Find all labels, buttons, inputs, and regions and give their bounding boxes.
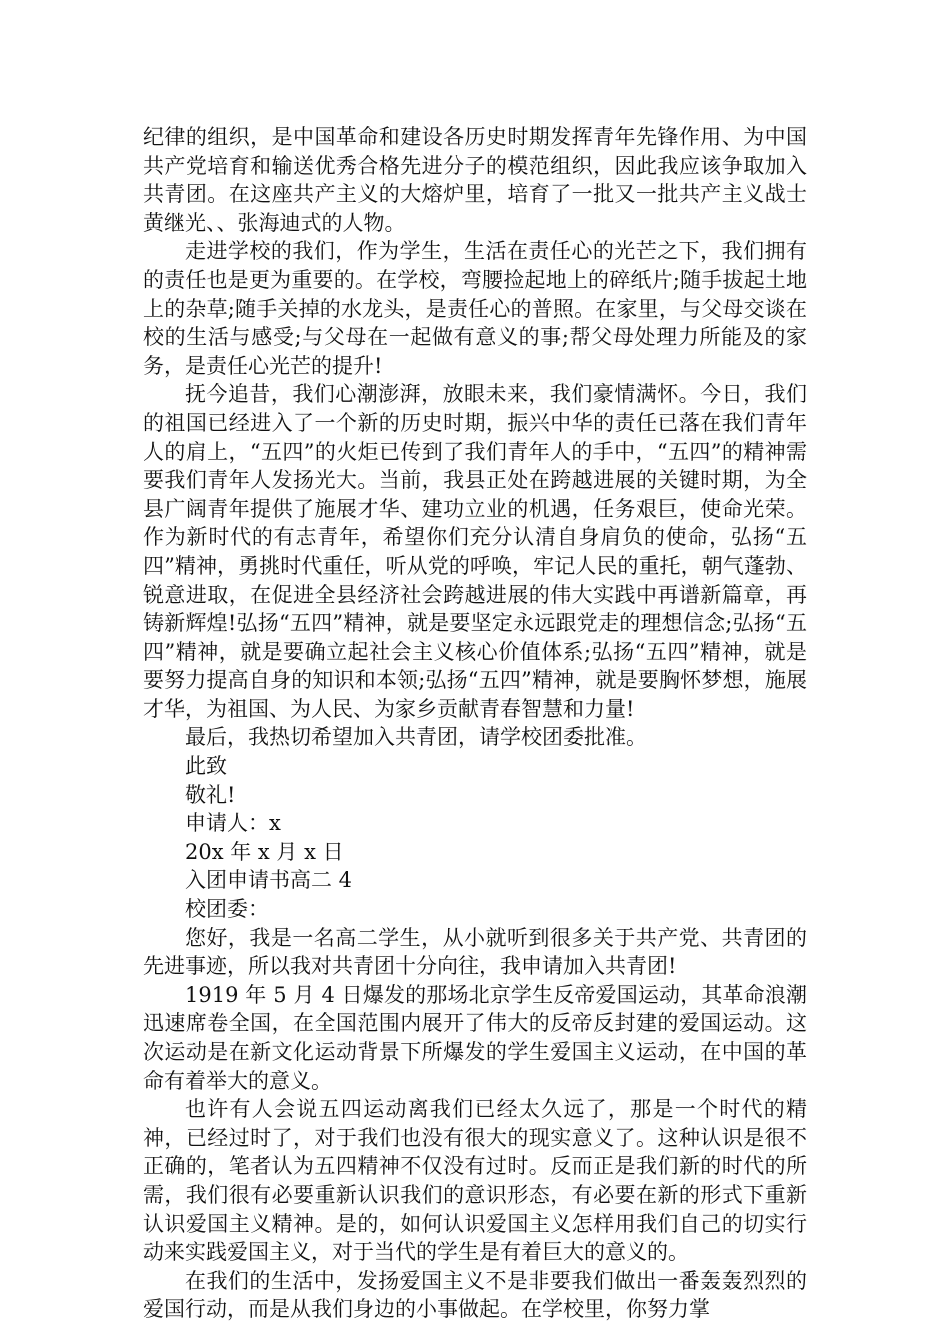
paragraph: 纪律的组织，是中国革命和建设各历史时期发挥青年先锋作用、为中国共产党培育和输送优秀合格先进分子的模范组织，因此我应该争取加入共青团。在这座共产主义的大熔炉里，培育了一批又一批共产主义战士黄继光、、张海迪式的人物。: [143, 125, 807, 235]
applicant-line: 申请人：x: [185, 811, 281, 836]
document-page: [143, 123, 807, 1324]
paragraph: 抚今追昔，我们心潮澎湃，放眼未来，我们豪情满怀。今日，我们的祖国已经进入了一个新的历史时期，振兴中华的责任已落在我们青年人的肩上，“五四”的火炬已传到了我们青年人的手中，“五四”的精神需要我们青年人发扬光大。当前，我县正处在跨越进展的关键时期，为全县广阔青年提供了施展才华、建功立业的机遇，任务艰巨，使命光荣。作为新时代的有志青年，希望你们充分认清自身肩负的使命，弘扬“五四”精神，勇挑时代重任，听从党的呼唤，牢记人民的重托，朝气蓬勃、锐意进取，在促进全县经济社会跨越进展的伟大实践中再谱新篇章，再铸新辉煌!弘扬“五四”精神，就是要坚定永远跟党走的理想信念;弘扬“五四”精神，就是要确立起社会主义核心价值体系;弘扬“五四”精神，就是要努力提高自身的知识和本领;弘扬“五四”精神，就是要胸怀梦想，施展才华，为祖国、为人民、为家乡贡献青春智慧和力量!: [143, 382, 807, 721]
paragraph: 在我们的生活中，发扬爱国主义不是非要我们做出一番轰轰烈烈的爱国行动，而是从我们身边的小事做起。在学校里，你努力掌: [143, 1268, 807, 1322]
regards-line: 敬礼!: [185, 782, 236, 807]
addressee-line: 校团委：: [185, 897, 269, 922]
paragraph: 也许有人会说五四运动离我们已经太久远了，那是一个时代的精神，已经过时了，对于我们也没有很大的现实意义了。这种认识是很不正确的，笔者认为五四精神不仅没有过时。反而正是我们新的时代的所需，我们很有必要重新认识我们的意识形态，有必要在新的形式下重新认识爱国主义精神。是的，如何认识爱国主义怎样用我们自己的切实行动来实践爱国主义，对于当代的学生是有着巨大的意义的。: [143, 1097, 807, 1265]
date-line: 20x 年 x 月 x 日: [185, 839, 344, 864]
paragraph: 最后，我热切希望加入共青团，请学校团委批准。: [185, 725, 647, 750]
paragraph: 走进学校的我们，作为学生，生活在责任心的光芒之下，我们拥有的责任也是更为重要的。在学校，弯腰捡起地上的碎纸片;随手拔起土地上的杂草;随手关掉的水龙头，是责任心的普照。在家里，与父母交谈在校的生活与感受;与父母在一起做有意义的事;帮父母处理力所能及的家务，是责任心光芒的提升!: [143, 239, 807, 378]
paragraph: 您好，我是一名高二学生，从小就听到很多关于共产党、共青团的先进事迹，所以我对共青团十分向往，我申请加入共青团!: [143, 925, 807, 979]
salutation-line: 此致: [185, 754, 227, 779]
section-title: 入团申请书高二 4: [185, 868, 353, 893]
paragraph: 1919 年 5 月 4 日爆发的那场北京学生反帝爱国运动，其革命浪潮迅速席卷全国，在全国范围内展开了伟大的反帝反封建的爱国运动。这次运动是在新文化运动背景下所爆发的学生爱国主义运动，在中国的革命有着举大的意义。: [143, 982, 807, 1093]
